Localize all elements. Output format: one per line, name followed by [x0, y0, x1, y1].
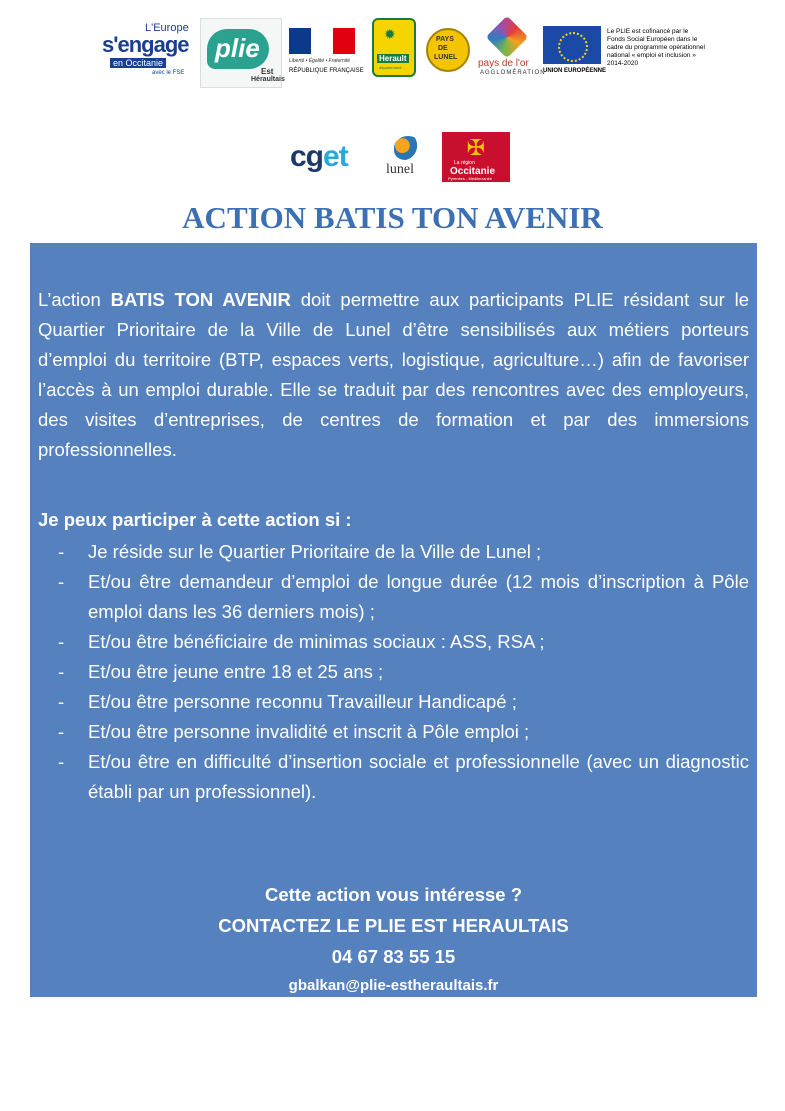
herault-logo-line2: département [379, 65, 402, 70]
herault-departement-logo [372, 18, 416, 77]
list-dash: - [58, 721, 65, 742]
list-item [58, 537, 749, 567]
intro-paragraph [38, 285, 749, 465]
list-item-text: Et/ou être jeune entre 18 et 25 ans ; [88, 661, 384, 682]
herault-sun-icon: ✹ [384, 26, 396, 42]
page-title: ACTION BATIS TON AVENIR [182, 200, 603, 235]
occitan-cross-icon: ✠ [466, 135, 486, 160]
fse-cofinancing-note: Le PLIE est cofinancé par le Fonds Social Européen dans le cadre du programme opérationnel national « emploi et inclusion » 2014-2020 [607, 28, 705, 67]
contact-block [30, 879, 757, 1000]
herault-logo-line1: Herault [379, 54, 407, 63]
list-dash: - [58, 691, 65, 712]
lunel-bird-icon [394, 136, 422, 160]
contact-email[interactable]: gbalkan@plie-estheraultais.fr [288, 977, 499, 994]
list-item [58, 687, 749, 717]
list-item [58, 657, 749, 687]
europe-logo-line1: L'Europe [145, 22, 189, 34]
plie-logo-line1: plie [215, 33, 260, 63]
lunel-logo-label: lunel [386, 162, 414, 177]
criteria-list [38, 537, 749, 807]
cget-logo-part1: cg [290, 140, 324, 173]
ue-logo-label: UNION EUROPÉENNE [543, 68, 607, 74]
occitanie-region-logo [442, 132, 510, 182]
rf-logo-name: RÉPUBLIQUE FRANÇAISE [289, 68, 364, 74]
list-item-text: Et/ou être bénéficiaire de minimas sociaux : ASS, RSA ; [88, 631, 545, 652]
cget-logo-part2: et [323, 140, 348, 173]
list-dash: - [58, 631, 65, 652]
criteria-heading: Je peux participer à cette action si : [38, 509, 352, 530]
europe-logo-line4: avec le FSE [152, 70, 185, 76]
list-dash: - [58, 541, 65, 562]
pays-lunel-line1: PAYS [436, 36, 454, 43]
contact-phone[interactable]: 04 67 83 55 15 [331, 946, 456, 967]
list-item [58, 567, 749, 627]
rf-logo-motto: Liberté • Égalité • Fraternité [289, 58, 351, 64]
eu-stars-icon [558, 32, 588, 62]
list-item [58, 717, 749, 747]
occitanie-logo-line2: Occitanie [450, 166, 496, 177]
intro-action-name: BATIS TON AVENIR [110, 289, 291, 310]
europe-sengage-logo [100, 18, 190, 78]
republique-francaise-logo [289, 18, 364, 78]
plie-logo [200, 18, 285, 88]
list-dash: - [58, 751, 65, 772]
pays-or-line2: AGGLOMÉRATION [480, 70, 546, 76]
list-item-text: Et/ou être personne reconnu Travailleur Handicapé ; [88, 691, 517, 712]
list-dash: - [58, 661, 65, 682]
pays-de-lunel-ring-icon [426, 28, 470, 72]
secondary-logos-row [0, 132, 785, 184]
lunel-logo [386, 136, 434, 182]
list-item [58, 627, 749, 657]
pays-de-lunel-logo [422, 18, 472, 76]
occitanie-logo-line3: Pyrénées - Méditerranée [448, 176, 493, 181]
contact-question: Cette action vous intéresse ? [264, 884, 523, 905]
pays-or-line1: pays de l'or [478, 58, 529, 69]
list-item-text: Et/ou être personne invalidité et inscrit à Pôle emploi ; [88, 721, 530, 742]
partner-logos-row [100, 18, 705, 93]
contact-cta: CONTACTEZ LE PLIE EST HERAULTAIS [218, 915, 569, 936]
info-panel [30, 243, 757, 997]
plie-logo-line3: Héraultais [251, 76, 285, 83]
plie-logo-line2: Est [261, 67, 274, 76]
pays-de-lor-star-icon [486, 16, 528, 58]
list-item-text: Et/ou être demandeur d’emploi de longue durée (12 mois d’inscription à Pôle emploi dans les 36 derniers mois) ; [88, 571, 749, 622]
list-item-text: Je réside sur le Quartier Prioritaire de la Ville de Lunel ; [88, 541, 542, 562]
intro-pre: L’action [38, 289, 111, 310]
europe-logo-line3: en Occitanie [110, 58, 166, 68]
pays-lunel-line2: DE [438, 45, 448, 52]
cget-logo [290, 140, 348, 174]
intro-post: doit permettre aux participants PLIE résidant sur le Quartier Prioritaire de la Ville de Lunel d’être sensibilisés aux métiers porteurs d’emploi du territoire (BTP, espaces verts, logistique, agriculture…) afin de favoriser l’accès à un emploi durable. Elle se traduit par des rencontres avec des employeurs, des visites d’entreprises, de centres de formation et par des immersions professionnelles. [38, 289, 749, 460]
french-flag-icon [289, 28, 355, 54]
union-europeenne-logo [543, 18, 607, 78]
list-item-text: Et/ou être en difficulté d’insertion sociale et professionnelle (avec un diagnostic établi par un professionnel). [88, 751, 749, 802]
list-item [58, 747, 749, 807]
pays-lunel-line3: LUNEL [434, 54, 458, 61]
europe-logo-line2: s'engage [102, 32, 189, 57]
pays-de-lor-logo [478, 18, 546, 78]
list-dash: - [58, 571, 65, 592]
occitanie-logo-line1: La région [454, 160, 475, 166]
